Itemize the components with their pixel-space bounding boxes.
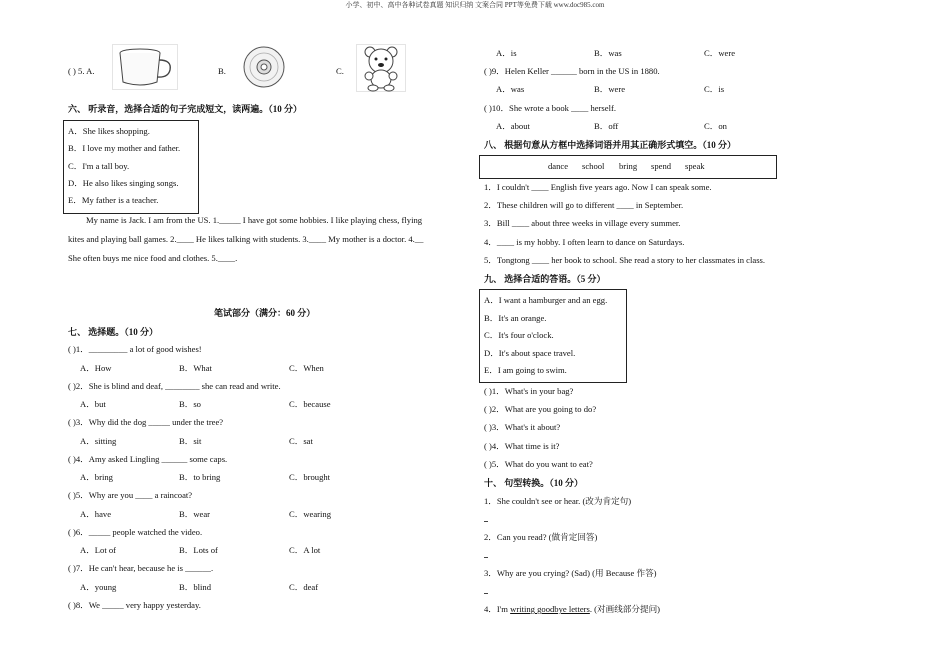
fill-sentence: 1．I couldn't ____ English five years ago. Now I can speak some. — [484, 182, 712, 192]
mc-option-a: A．young — [80, 582, 117, 592]
section7-title: 七、 选择题。（10 分） — [68, 327, 159, 337]
mc-question: ( )8．We _____ very happy yesterday. — [68, 600, 201, 610]
mc-option-b: B．off — [594, 121, 619, 131]
mc-option-b: B．to bring — [179, 472, 221, 482]
mc-option-b: B．sit — [179, 436, 202, 446]
section6-option: B．I love my mother and father. — [68, 143, 181, 153]
passage-line: She often buys me nice food and clothes. 5.____. — [68, 253, 238, 263]
word-bank-item: spend — [651, 161, 672, 171]
answer-line — [484, 557, 488, 558]
mc-option-a: A．How — [80, 363, 112, 373]
word-bank-item: speak — [685, 161, 705, 171]
mc-option-a: A．Lot of — [80, 545, 117, 555]
match-question: ( )5．What do you want to eat? — [484, 459, 593, 469]
answer-option: E．I am going to swim. — [484, 365, 567, 375]
word-bank-box — [479, 155, 777, 179]
mc-option-b: B．so — [179, 399, 201, 409]
match-question: ( )2．What are you going to do? — [484, 404, 597, 414]
written-part-title: 笔试部分（满分：60 分） — [214, 308, 316, 318]
transform-q4-suffix: . (对画线部分提问) — [589, 604, 661, 614]
mc-option-c: C．because — [289, 399, 331, 409]
word-bank-item: bring — [619, 161, 638, 171]
answer-option: A．I want a hamburger and an egg. — [484, 295, 608, 305]
mc-question: ( )7．He can't hear, because he is ______. — [68, 563, 214, 573]
mc-option-c: C．is — [704, 84, 725, 94]
fill-sentence: 5．Tongtong ____ her book to school. She read a story to her classmates in class. — [484, 255, 766, 265]
mc-option-c: C．were — [704, 48, 736, 58]
transform-q4-prefix: 4．I'm — [484, 604, 511, 614]
mc-option-a: A．was — [496, 84, 525, 94]
section6-option: C．I'm a tall boy. — [68, 161, 130, 171]
mc-option-a: A．but — [80, 399, 106, 409]
word-bank-item: dance — [548, 161, 569, 171]
section9-option-box — [479, 289, 627, 383]
passage-line: My name is Jack. I am from the US. 1._____ I have got some hobbies. I like playing chess, flying — [86, 215, 423, 225]
listen-q5-option-b: B. — [218, 66, 226, 76]
mc-question: ( )9．Helen Keller ______ born in the US in 1880. — [484, 66, 660, 76]
mc-option-a: A．is — [496, 48, 517, 58]
transform-question-4 — [484, 603, 660, 615]
mc-question: ( )2．She is blind and deaf, ________ she can read and write. — [68, 381, 281, 391]
transform-question: 3．Why are you crying? (Sad) (用 Because 作答) — [484, 568, 657, 578]
mc-option-b: B．was — [594, 48, 622, 58]
mc-question: ( )3．Why did the dog _____ under the tree? — [68, 417, 224, 427]
mc-option-a: A．bring — [80, 472, 113, 482]
cd-icon — [240, 44, 288, 90]
mc-option-c: C．sat — [289, 436, 313, 446]
mc-option-c: C．brought — [289, 472, 331, 482]
mc-option-a: A．have — [80, 509, 112, 519]
match-question: ( )4．What time is it? — [484, 441, 560, 451]
section10-title: 十、 句型转换。（10 分） — [484, 478, 584, 488]
mc-option-a: A．sitting — [80, 436, 117, 446]
fill-sentence: 4．____ is my hobby. I often learn to dance on Saturdays. — [484, 237, 685, 247]
mc-option-a: A．about — [496, 121, 530, 131]
mc-option-b: B．What — [179, 363, 212, 373]
match-question: ( )1．What's in your bag? — [484, 386, 574, 396]
section8-title: 八、 根据句意从方框中选择词语并用其正确形式填空。（10 分） — [484, 140, 737, 150]
mc-option-c: C．wearing — [289, 509, 332, 519]
fill-sentence: 2．These children will go to different ____ in September. — [484, 200, 684, 210]
section6-option-box — [63, 120, 199, 214]
mc-question: ( )5．Why are you ____ a raincoat? — [68, 490, 193, 500]
mc-option-c: C．on — [704, 121, 727, 131]
answer-option: C．It's four o'clock. — [484, 330, 554, 340]
passage-line: kites and playing ball games. 2.____ He likes talking with students. 3.____ My mother is a doctor. 4.__ — [68, 234, 424, 244]
answer-option: B．It's an orange. — [484, 313, 547, 323]
section9-title: 九、 选择合适的答语。（5 分） — [484, 274, 606, 284]
mc-question: ( )1．_________ a lot of good wishes! — [68, 344, 202, 354]
answer-option: D．It's about space travel. — [484, 348, 576, 358]
section6-option: A．She likes shopping. — [68, 126, 150, 136]
mc-option-b: B．blind — [179, 582, 211, 592]
transform-question: 2．Can you read? (做肯定回答) — [484, 532, 598, 542]
mc-option-b: B．Lots of — [179, 545, 218, 555]
mc-question: ( )4．Amy asked Lingling ______ some caps. — [68, 454, 228, 464]
answer-line — [484, 593, 488, 594]
listen-q5-label: ( ) 5. A. — [68, 66, 95, 76]
mc-question: ( )6．_____ people watched the video. — [68, 527, 203, 537]
fill-sentence: 3．Bill ____ about three weeks in village every summer. — [484, 218, 681, 228]
transform-question: 1．She couldn't see or hear. (改为肯定句) — [484, 496, 632, 506]
underlined-phrase: writing goodbye letters — [510, 604, 590, 614]
match-question: ( )3．What's it about? — [484, 422, 561, 432]
mc-option-b: B．were — [594, 84, 626, 94]
mc-question: ( )10．She wrote a book ____ herself. — [484, 103, 616, 113]
page-header: 小学、初中、高中各种试卷真题 知识归纳 文案合同 PPT等免费下载 www.doc985.com — [345, 1, 605, 9]
teddy-bear-icon — [356, 44, 406, 92]
mc-option-c: C．A lot — [289, 545, 321, 555]
mc-option-c: C．deaf — [289, 582, 319, 592]
section6-option: E．My father is a teacher. — [68, 195, 159, 205]
word-bank-item: school — [582, 161, 605, 171]
cup-icon — [112, 44, 178, 90]
mc-option-c: C．When — [289, 363, 324, 373]
section6-option: D．He also likes singing songs. — [68, 178, 179, 188]
listen-q5-option-c: C. — [336, 66, 344, 76]
answer-line — [484, 521, 488, 522]
mc-option-b: B．wear — [179, 509, 211, 519]
section6-title: 六、 听录音，选择合适的句子完成短文，读两遍。（10 分） — [68, 104, 303, 114]
